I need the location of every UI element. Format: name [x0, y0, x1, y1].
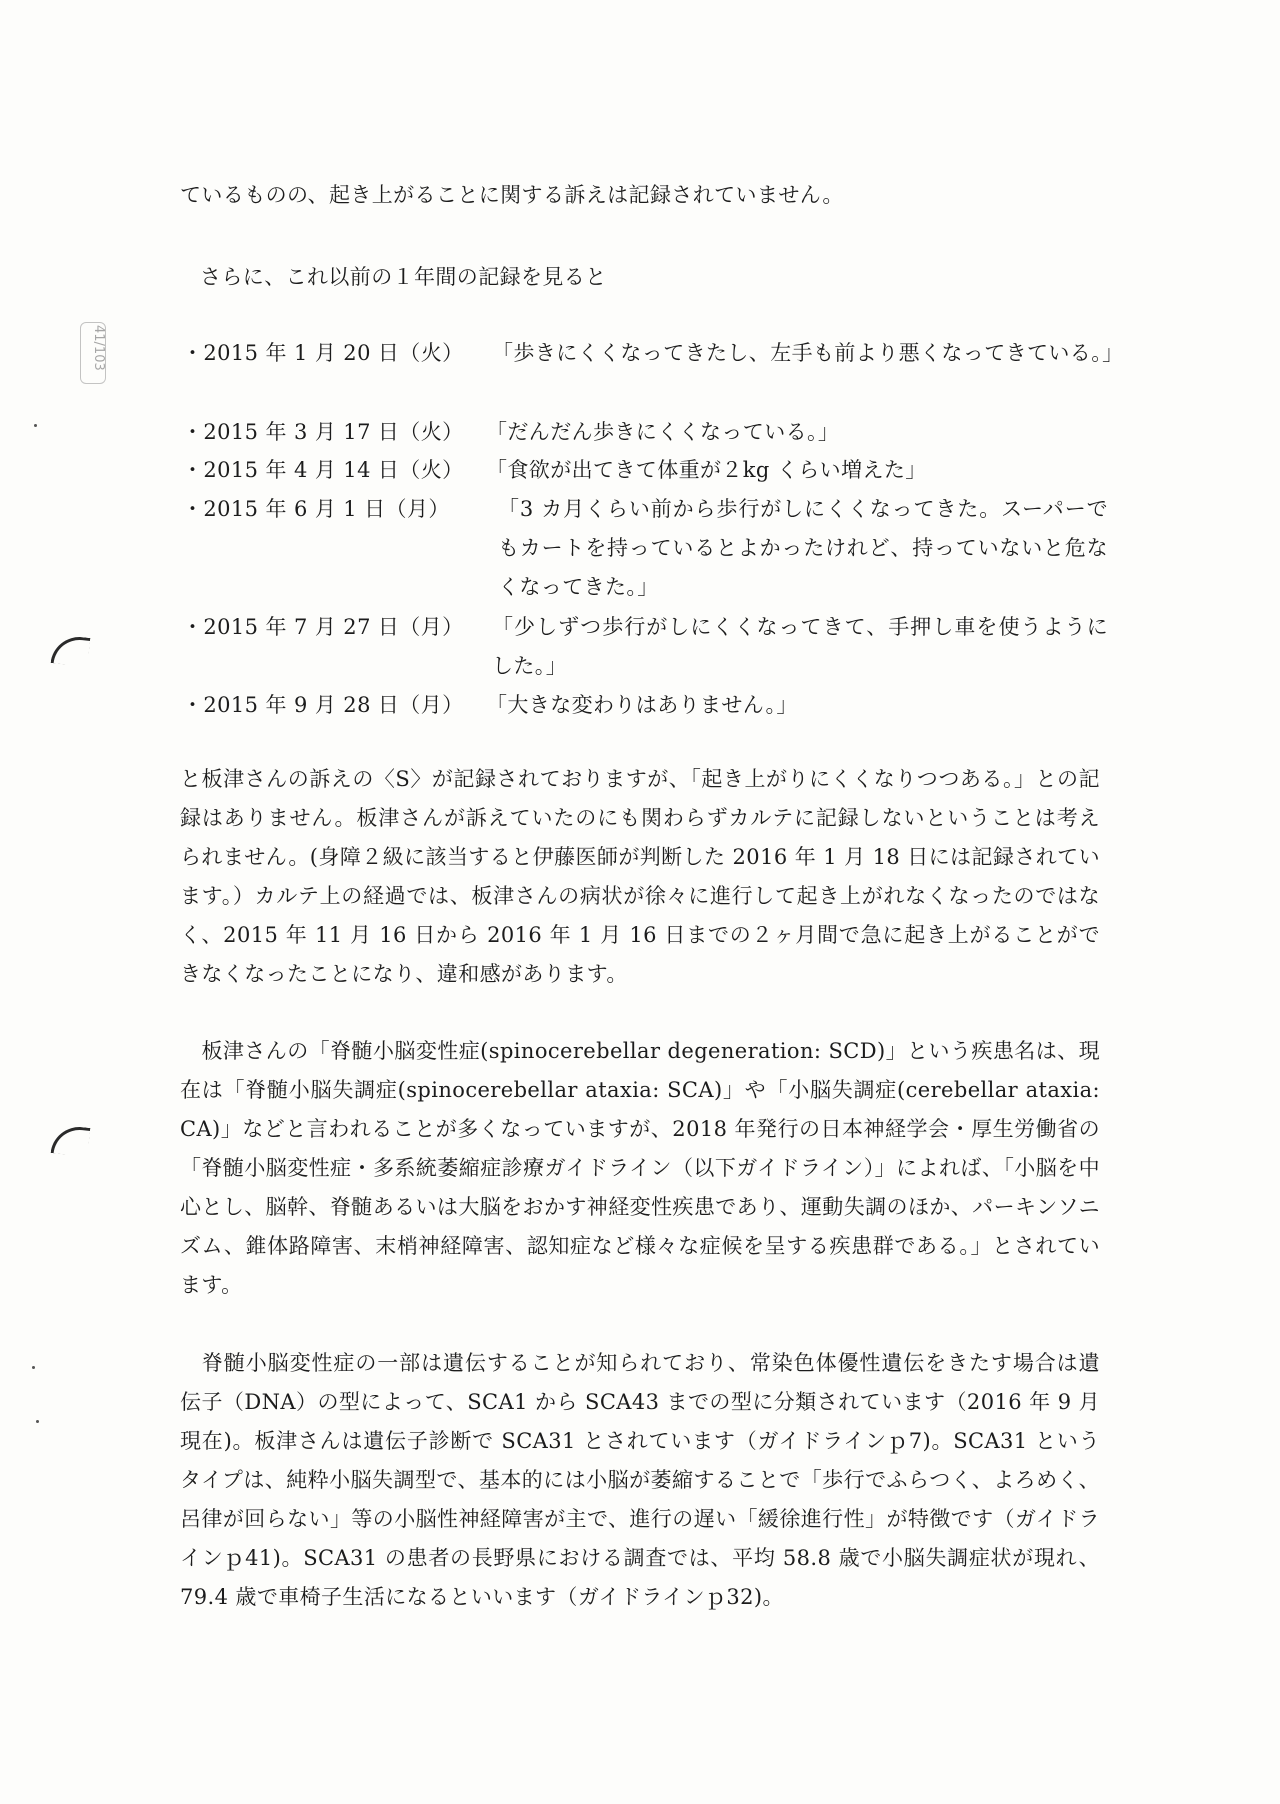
- binder-hole-mark-lower: [51, 1124, 91, 1157]
- entry-date: ・2015 年 9 月 28 日（月）: [182, 693, 464, 717]
- scan-speck: [32, 1366, 35, 1369]
- body-paragraph: 脊髄小脳変性症の一部は遺伝することが知られており、常染色体優性遺伝をきたす場合は遺伝子（DNA）の型によって、SCA1 から SCA43 までの型に分類されています（2016 年 9 月現在)。板津さんは遺伝子診断で SCA31 とされています（ガイドラインｐ7)。SCA31 というタイプは、純粋小脳失調型で、基本的には小脳が萎縮することで「歩行でふらつく、よろめく、呂律が回らない」等の小脳性神経障害が主で、進行の遅い「緩徐進行性」が特徴です（ガイドラインｐ41)。SCA31 の患者の長野県における調査では、平均 58.8 歳で小脳失調症状が現れ、79.4 歳で車椅子生活になるといいます（ガイドラインｐ32)。: [180, 1351, 1100, 1609]
- margin-page-stamp: [80, 322, 106, 384]
- binder-hole-mark-upper: [51, 634, 91, 667]
- entry-quote: 「歩きにくくなってきたし、左手も前より悪くなってきている。」: [492, 341, 1124, 365]
- entry-date: ・2015 年 6 月 1 日（月）: [182, 497, 450, 521]
- intro-line: さらに、これ以前の１年間の記録を見ると: [200, 265, 607, 289]
- entry-date: ・2015 年 7 月 27 日（月）: [182, 615, 464, 639]
- body-paragraph: と板津さんの訴えの〈S〉が記録されておりますが、「起き上がりにくくなりつつある。」との記録はありません。板津さんが訴えていたのにも関わらずカルテに記録しないということは考えられません。(身障２級に該当すると伊藤医師が判断した 2016 年 1 月 18 日には記録されています。）カルテ上の経過では、板津さんの病状が徐々に進行して起き上がれなくなったのではなく、2015 年 11 月 16 日から 2016 年 1 月 16 日までの２ヶ月間で急に起き上がることができなくなったことになり、違和感があります。: [180, 767, 1100, 986]
- entry-date: ・2015 年 4 月 14 日（火）: [182, 458, 464, 482]
- entry-quote: 「だんだん歩きにくくなっている。」: [486, 420, 840, 444]
- entry-date: ・2015 年 3 月 17 日（火）: [182, 420, 464, 444]
- scan-speck: [34, 424, 37, 427]
- entry-quote: 「大きな変わりはありません。」: [486, 693, 798, 717]
- body-paragraph: 板津さんの「脊髄小脳変性症(spinocerebellar degeneration: SCD)」という疾患名は、現在は「脊髄小脳失調症(spinocerebellar ataxia: SCA)」や「小脳失調症(cerebellar ataxia: CA)」などと言われることが多くなっていますが、2018 年発行の日本神経学会・厚生労働省の「脊髄小脳変性症・多系統萎縮症診療ガイドライン（以下ガイドライン）」によれば、「小脳を中心とし、脳幹、脊髄あるいは大脳をおかす神経変性疾患であり、運動失調のほか、パーキンソニズム、錐体路障害、末梢神経障害、認知症など様々な症候を呈する疾患群である。」とされています。: [180, 1039, 1108, 1297]
- scan-speck: [36, 1420, 39, 1423]
- entry-date: ・2015 年 1 月 20 日（火）: [182, 341, 464, 365]
- entry-quote: 「3 カ月くらい前から歩行がしにくくなってきた。スーパーでもカートを持っているとよかったけれど、持っていないと危なくなってきた。」: [498, 497, 1108, 599]
- entry-quote: 「食欲が出てきて体重が２kg くらい増えた」: [486, 458, 927, 482]
- entry-quote: 「少しずつ歩行がしにくくなってきて、手押し車を使うようにした。」: [492, 615, 1108, 678]
- margin-stamp-text: 41/103: [91, 325, 106, 371]
- opening-line: ているものの、起き上がることに関する訴えは記録されていません。: [180, 183, 844, 207]
